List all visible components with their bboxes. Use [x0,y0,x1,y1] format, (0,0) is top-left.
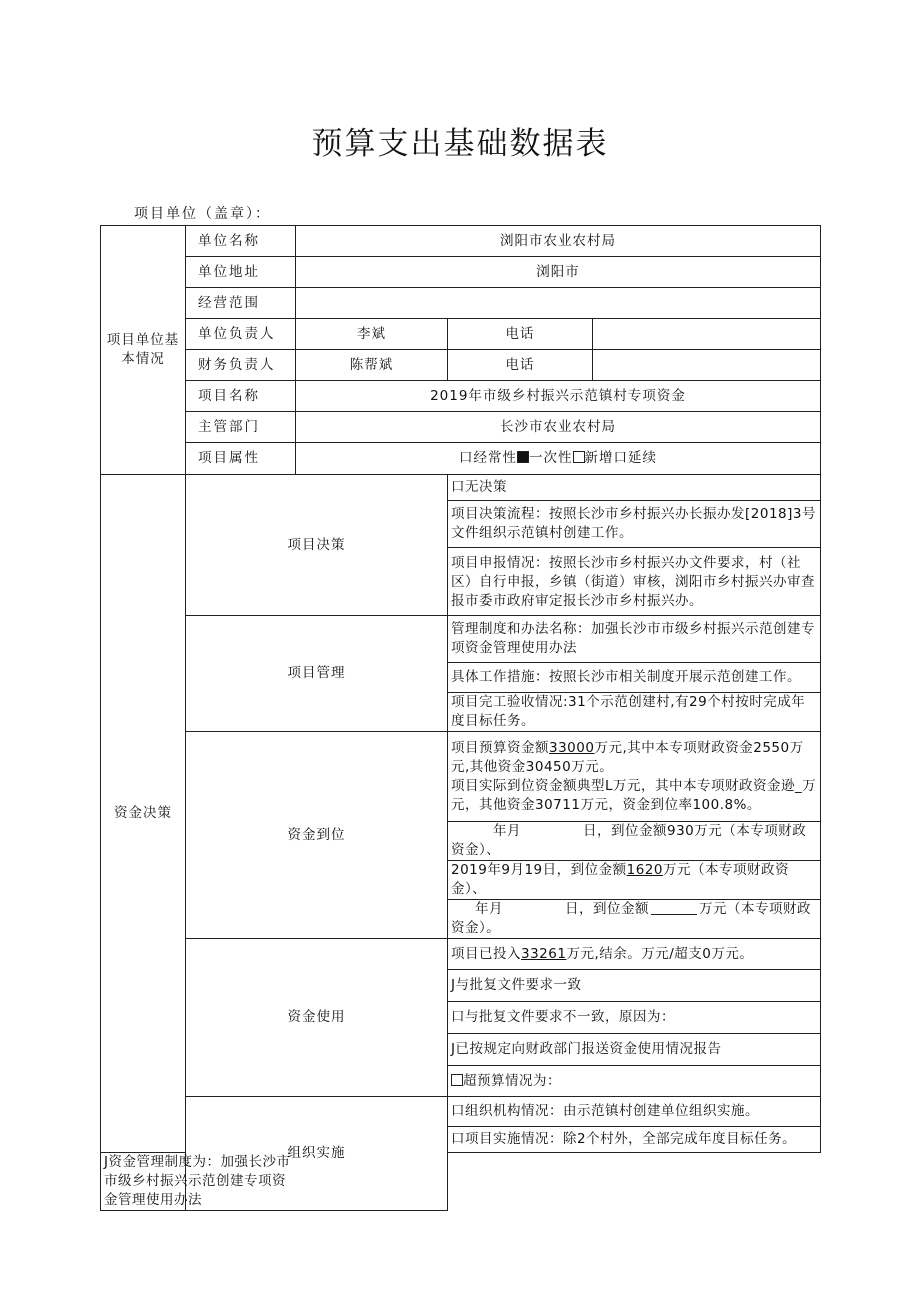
project-attr-label: 项目属性 [186,443,296,475]
budget-amount: 33000 [549,739,595,756]
unit-head-name: 李斌 [296,319,448,350]
dept-label: 主管部门 [186,412,296,443]
budget-table [100,225,821,1211]
checked-box-icon [517,451,529,463]
unit-head-label: 单位负责人 [186,319,296,350]
org-implementation: 口项目实施情况：除2个村外，全部完成年度目标任务。 [448,1127,821,1153]
unit-stamp-label: 项目单位（盖章）： [134,206,271,222]
arrival-line1-text: 日，到位金额930万元（本专项财政资金）、 [451,823,807,858]
finance-head-label: 财务负责人 [186,350,296,381]
usage-consistent: J与批复文件要求一致 [448,970,821,1002]
head-phone-label: 电话 [448,319,593,350]
arrival-line1-month: 年月 [493,823,521,839]
head-phone-value [593,319,821,350]
invested-amount: 33261 [521,945,567,962]
dept-value: 长沙市农业农村局 [296,412,821,443]
unchecked-box-icon [451,1074,463,1086]
unchecked-box-icon [573,451,585,463]
org-implementation-label: 组织实施 [186,1097,448,1211]
arrival-line2-suffix: 万元（本专项财政资金）、 [451,862,789,897]
arrival-line2-amount: 1620 [626,862,663,878]
arrival-line3-month: 年月 [475,901,503,917]
unit-address-label: 单位地址 [186,257,296,288]
project-decision-label: 项目决策 [186,475,448,616]
project-name-label: 项目名称 [186,381,296,412]
decision-apply: 项目申报情况：按照长沙市乡村振兴办文件要求，村（社区）自行申报，乡镇（街道）审核，浏阳市乡村振兴办审查报市委市政府审定报长沙市乡村振兴办。 [448,548,821,616]
finance-phone-label: 电话 [448,350,593,381]
no-decision: 口无决策 [448,475,821,501]
attr-new-continue: 新增口延续 [584,450,657,466]
finance-head-name: 陈帮斌 [296,350,448,381]
arrival-line-1 [448,822,821,861]
arrival-line-2 [448,861,821,900]
fund-budget-block [448,732,821,822]
unit-address-value: 浏阳市 [296,257,821,288]
arrival-line3-suffix: 万元（本专项财政资金）。 [451,901,811,936]
attr-one-time: 一次性 [529,450,573,466]
over-budget-text: 超预算情况为： [463,1072,561,1089]
invested-suffix: 万元,结余。万元/超支0万元。 [566,945,754,962]
management-measures: 具体工作措施：按照长沙市相关制度开展示范创建工作。 [448,663,821,693]
usage-inconsistent: 口与批复文件要求不一致，原因为： [448,1002,821,1034]
usage-over-budget [448,1066,821,1097]
usage-invested [448,939,821,970]
finance-phone-value [593,350,821,381]
fund-usage-label: 资金使用 [186,939,448,1097]
unit-name-label: 单位名称 [186,226,296,257]
section-basic-info: 项目单位基本情况 [101,226,186,475]
fund-arrival-label: 资金到位 [186,732,448,939]
usage-reported: J已按规定向财政部门报送资金使用情况报告 [448,1034,821,1066]
management-acceptance: 项目完工验收情况:31个示范创建村,有29个村按时完成年度目标任务。 [448,693,821,732]
attr-regular: 口经常性 [459,450,517,466]
project-attr-options [296,443,821,475]
section-fund-decision: 资金决策 [101,475,186,1153]
project-management-label: 项目管理 [186,616,448,732]
arrival-line2-prefix: 2019年9月19日，到位金额 [451,862,627,878]
arrival-line3-text: 日，到位金额 [565,901,649,917]
business-scope-value [296,288,821,319]
budget-suffix: 万元,其中本专项财政资金2550万元,其他资金30450万元。 [451,739,804,775]
project-name-value: 2019年市级乡村振兴示范镇村专项资金 [296,381,821,412]
business-scope-label: 经营范围 [186,288,296,319]
budget-prefix: 项目预算资金额 [451,739,549,756]
decision-process: 项目决策流程：按照长沙市乡村振兴办长振办发[2018]3号文件组织示范镇村创建工作。 [448,501,821,548]
unit-name-value: 浏阳市农业农村局 [296,226,821,257]
invested-prefix: 项目已投入 [451,945,521,962]
page-title: 预算支出基础数据表 [311,126,609,162]
actual-arrival: 项目实际到位资金额典型L万元，其中本专项财政资金逊_万元，其他资金30711万元，资金到位率100.8%。 [451,777,817,813]
amount-blank [651,900,697,915]
management-system: 管理制度和办法名称：加强长沙市市级乡村振兴示范创建专项资金管理使用办法 [448,616,821,663]
org-structure: 口组织机构情况：由示范镇村创建单位组织实施。 [448,1097,821,1127]
arrival-line-3 [448,900,821,939]
org-fund-system: J资金管理制度为：加强长沙市市级乡村振兴示范创建专项资金管理使用办法 [101,1153,296,1211]
